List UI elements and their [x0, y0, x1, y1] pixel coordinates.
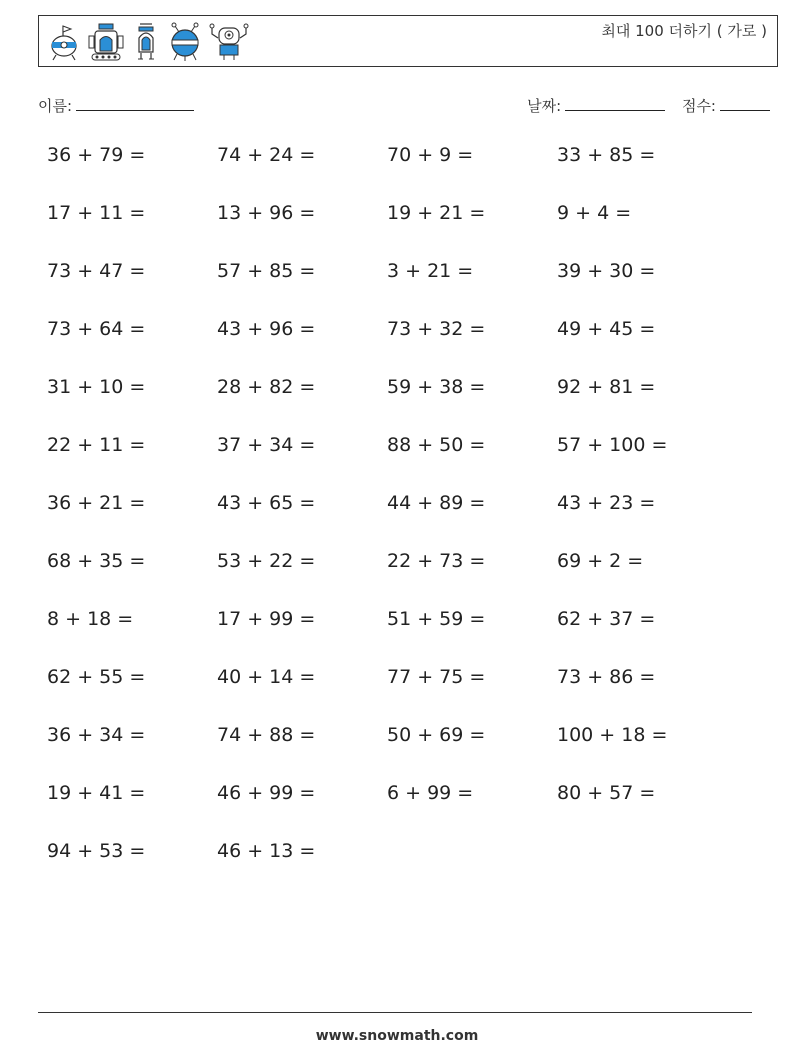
footer-site: www.snowmath.com [315, 1028, 479, 1044]
addition-problem: 59 + 38 = [387, 376, 486, 398]
addition-problem: 80 + 57 = [557, 782, 656, 804]
robot-arms-icon [209, 22, 249, 62]
addition-problem: 6 + 99 = [387, 782, 474, 804]
addition-problem: 22 + 11 = [47, 434, 146, 456]
score-label: 점수: [681, 97, 716, 115]
addition-problem: 31 + 10 = [47, 376, 146, 398]
addition-problem: 39 + 30 = [557, 260, 656, 282]
addition-problem: 92 + 81 = [557, 376, 656, 398]
addition-problem: 77 + 75 = [387, 666, 486, 688]
addition-problem: 43 + 65 = [217, 492, 316, 514]
addition-problem: 13 + 96 = [217, 202, 316, 224]
addition-problem: 74 + 88 = [217, 724, 316, 746]
header-box [38, 15, 778, 67]
addition-problem: 57 + 100 = [557, 434, 668, 456]
addition-problem: 19 + 41 = [47, 782, 146, 804]
addition-problem: 62 + 37 = [557, 608, 656, 630]
date-score-fields [527, 94, 770, 116]
addition-problem: 9 + 4 = [557, 202, 632, 224]
addition-problem: 28 + 82 = [217, 376, 316, 398]
addition-problem: 43 + 23 = [557, 492, 656, 514]
addition-problem: 36 + 79 = [47, 144, 146, 166]
addition-problem: 8 + 18 = [47, 608, 134, 630]
footer-divider [38, 1012, 752, 1013]
addition-problem: 69 + 2 = [557, 550, 644, 572]
addition-problem: 33 + 85 = [557, 144, 656, 166]
score-blank[interactable] [720, 94, 770, 111]
name-blank[interactable] [76, 94, 194, 111]
addition-problem: 73 + 32 = [387, 318, 486, 340]
robot-icons [47, 19, 249, 65]
addition-problem: 73 + 47 = [47, 260, 146, 282]
addition-problem: 100 + 18 = [557, 724, 668, 746]
addition-problem: 57 + 85 = [217, 260, 316, 282]
addition-problem: 73 + 64 = [47, 318, 146, 340]
name-label: 이름: [38, 97, 73, 115]
addition-problem: 36 + 21 = [47, 492, 146, 514]
addition-problem: 62 + 55 = [47, 666, 146, 688]
addition-problem: 46 + 13 = [217, 840, 316, 862]
addition-problem: 50 + 69 = [387, 724, 486, 746]
addition-problem: 53 + 22 = [217, 550, 316, 572]
addition-problem: 36 + 34 = [47, 724, 146, 746]
addition-problem: 40 + 14 = [217, 666, 316, 688]
addition-problem: 43 + 96 = [217, 318, 316, 340]
addition-problem: 19 + 21 = [387, 202, 486, 224]
addition-problem: 22 + 73 = [387, 550, 486, 572]
addition-problem: 49 + 45 = [557, 318, 656, 340]
addition-problem: 17 + 11 = [47, 202, 146, 224]
addition-problem: 37 + 34 = [217, 434, 316, 456]
sheet-title: 최대 100 더하기 ( 가로 ) [601, 22, 767, 40]
addition-problem: 46 + 99 = [217, 782, 316, 804]
addition-problem: 88 + 50 = [387, 434, 486, 456]
robot-tank-icon [87, 22, 125, 62]
robot-ball-icon [167, 22, 203, 62]
addition-problem: 17 + 99 = [217, 608, 316, 630]
date-blank[interactable] [565, 94, 665, 111]
addition-problem: 73 + 86 = [557, 666, 656, 688]
addition-problem: 3 + 21 = [387, 260, 474, 282]
addition-problem: 74 + 24 = [217, 144, 316, 166]
robot-flag-icon [47, 22, 81, 62]
addition-problem: 51 + 59 = [387, 608, 486, 630]
name-field [38, 94, 194, 116]
robot-capsule-icon [131, 22, 161, 62]
addition-problem: 94 + 53 = [47, 840, 146, 862]
addition-problem: 44 + 89 = [387, 492, 486, 514]
date-label: 날짜: [527, 97, 562, 115]
addition-problem: 70 + 9 = [387, 144, 474, 166]
addition-problem: 68 + 35 = [47, 550, 146, 572]
